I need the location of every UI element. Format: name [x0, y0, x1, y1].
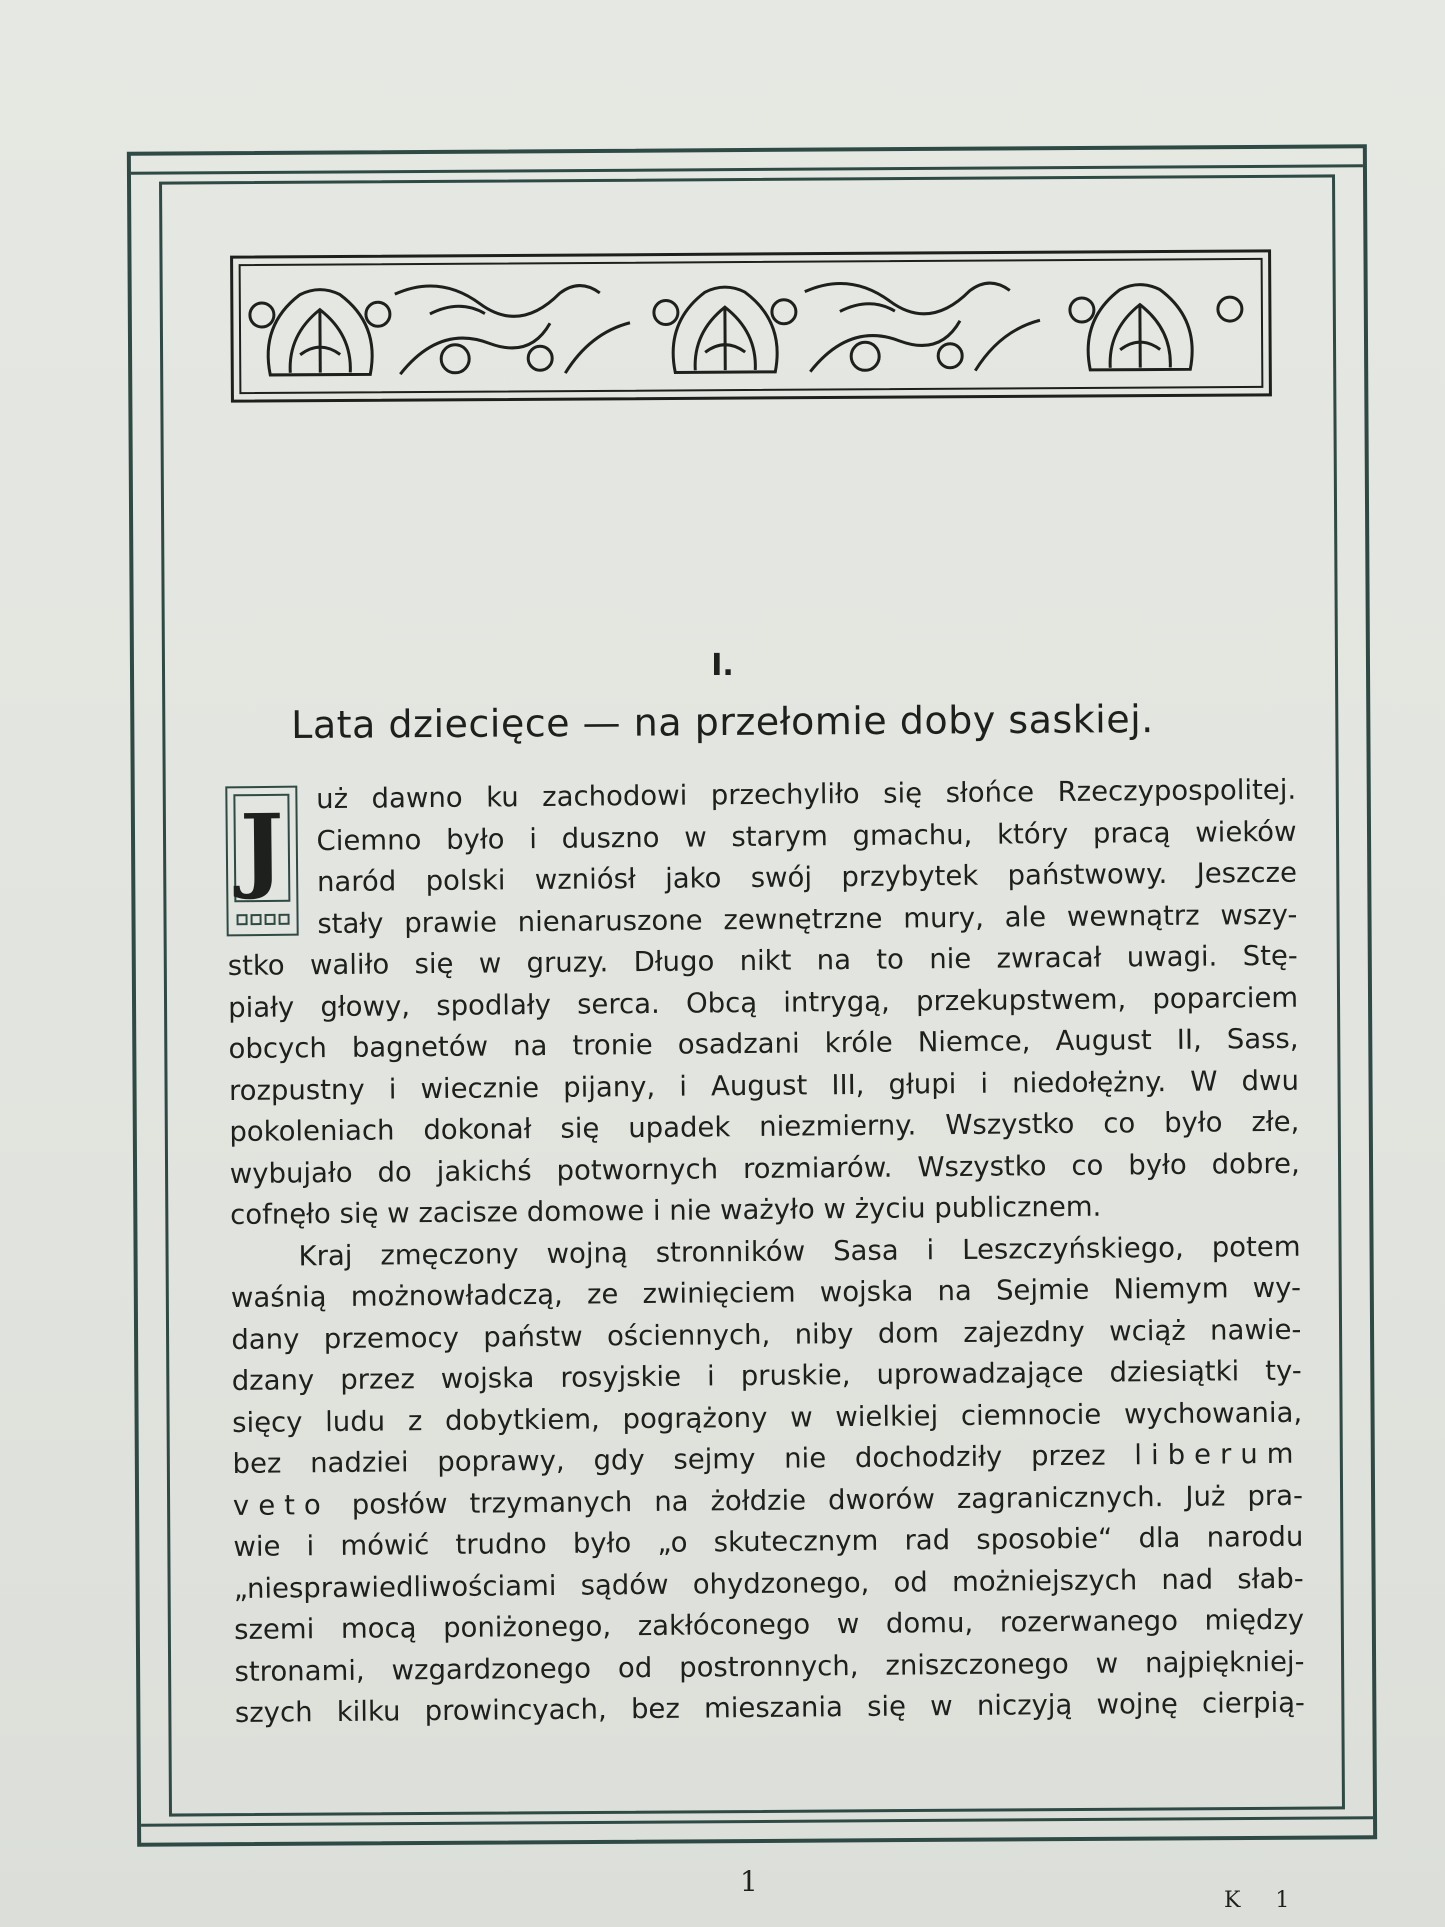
- text-line: „niesprawiedliwościami sądów ohydzonego, od możniejszych nad słab-: [233, 1562, 1304, 1605]
- text-segment: bez nadziei poprawy, gdy sejmy nie dochodziły przez: [232, 1439, 1106, 1480]
- text-line: piały głowy, spodlały serca. Obcą intrygą, przekupstwem, poparciem: [228, 981, 1299, 1024]
- text-segment: posłów trzymanych na żołdzie dworów zagranicznych. Już pra-: [351, 1479, 1304, 1521]
- text-line: wie i mówić trudno było „o skutecznym rad sposobie“ dla narodu: [233, 1520, 1304, 1563]
- text-line: stko waliło się w gruzy. Długo nikt na to nie zwracał uwagi. Stę-: [227, 939, 1298, 982]
- page-number: 1: [740, 1865, 758, 1898]
- text-line: stały prawie nienaruszone zewnętrzne mury, ale wewnątrz wszy-: [317, 898, 1298, 940]
- chapter-body-text: [226, 770, 1305, 1735]
- palmette-motif-right: [1070, 284, 1243, 370]
- scroll-motif-left: [395, 285, 631, 374]
- text-line: uż dawno ku zachodowi przechyliło się słońce Rzeczypospolitej.: [316, 773, 1297, 816]
- text-line: szych kilku prowincyach, bez mieszania się w niczyją wojnę cierpią-: [234, 1686, 1306, 1729]
- spaced-latin-term: veto: [232, 1488, 330, 1522]
- printer-signature-mark: K 1: [1224, 1888, 1304, 1913]
- text-line: naród polski wzniósł jako swój przybytek państwowy. Jeszcze: [316, 856, 1298, 899]
- text-line: dany przemocy państw ościennych, niby dom zajezdny wciąż nawie-: [231, 1313, 1302, 1356]
- art-nouveau-header-ornament: [230, 249, 1273, 403]
- text-line: waśnią możnowładczą, ze zwinięciem wojska na Sejmie Niemym wy-: [230, 1271, 1302, 1314]
- text-line: sięcy ludu z dobytkiem, pogrążony w wielkiej ciemnocie wychowania,: [232, 1396, 1303, 1439]
- frame-top-rule: [131, 164, 1363, 175]
- chapter-title: Lata dziecięce — na przełomie doby saskiej.: [291, 696, 1154, 748]
- palmette-motif-left: [250, 289, 391, 375]
- text-line: wybujało do jakichś potwornych rozmiarów. Wszystko co było dobre,: [229, 1147, 1300, 1190]
- text-line: dzany przez wojska rosyjskie i pruskie, uprowadzające dziesiątki ty-: [231, 1354, 1302, 1397]
- scroll-motif-right: [805, 282, 1041, 371]
- text-line: Kraj zmęczony wojną stronników Sasa i Leszczyńskiego, potem: [298, 1230, 1301, 1272]
- text-line: szemi mocą poniżonego, zakłóconego w domu, rozerwanego między: [234, 1603, 1305, 1646]
- frame-bottom-rule: [141, 1816, 1373, 1827]
- spaced-latin-term: liberum: [1134, 1437, 1303, 1472]
- text-line: Ciemno było i duszno w starym gmachu, który pracą wieków: [316, 815, 1297, 857]
- chapter-number: I.: [711, 648, 734, 683]
- text-line: rozpustny i wiecznie pijany, i August III, głupi i niedołężny. W dwu: [228, 1064, 1300, 1107]
- text-line: obcych bagnetów na tronie osadzani króle Niemce, August II, Sass,: [228, 1022, 1299, 1065]
- text-line: pokoleniach dokonał się upadek niezmierny. Wszystko co było złe,: [229, 1105, 1300, 1148]
- text-line: cofnęło się w zacisze domowe i nie ważyło w życiu publicznem.: [230, 1190, 1102, 1231]
- palmette-motif-center: [654, 287, 797, 373]
- text-line: stronami, wzgardzonego od postronnych, zniszczonego w najpiękniej-: [234, 1645, 1305, 1688]
- drop-cap-letter: J: [233, 794, 290, 903]
